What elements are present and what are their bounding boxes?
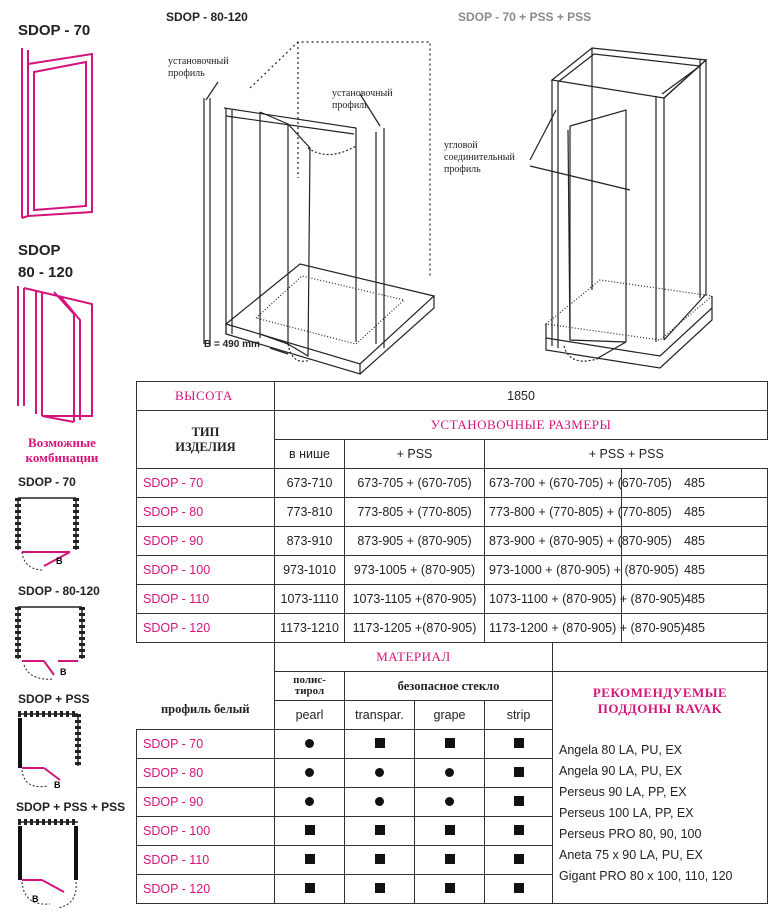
type-line2: ИЗДЕЛИЯ [175,439,236,454]
table-row [137,614,768,643]
corner-line1: угловой [444,140,478,151]
table-row [137,498,768,527]
col-pss: + PSS [345,440,485,469]
square-marker-icon [305,854,315,864]
trays-title [553,672,768,730]
row-pss: 773-805 + (770-805) [345,498,485,527]
trays-title-line1: РЕКОМЕНДУЕМЫЕ [592,684,728,700]
row-entry: 485 [622,527,768,556]
corner-line3: профиль [444,164,481,175]
table-row [137,527,768,556]
tray-item: Perseus PRO 80, 90, 100 [559,826,702,841]
row-pss2: 973-1000 + (870-905) + (870-905) [485,556,622,585]
row-niche: 773-810 [275,498,345,527]
trays-list [553,730,768,904]
mark-grape [415,730,485,759]
mark-pearl [275,846,345,875]
row-pss: 973-1005 + (870-905) [345,556,485,585]
plan1-title: SDOP - 70 [18,475,76,489]
row-niche: 673-710 [275,469,345,498]
material-row-code: SDOP - 110 [137,846,275,875]
row-pss2: 1073-1100 + (870-905) + (870-905) [485,585,622,614]
square-marker-icon [375,825,385,835]
sdop80-title-line1: SDOP [18,242,61,259]
mark-strip [485,875,553,904]
square-marker-icon [375,854,385,864]
square-marker-icon [445,825,455,835]
mark-pearl [275,759,345,788]
polystyrene-line2: тирол [294,685,325,697]
square-marker-icon [305,825,315,835]
plan3-title: SDOP + PSS [18,692,90,706]
row-code: SDOP - 70 [137,469,275,498]
sdop70-door-sketch [14,44,104,224]
row-pss2: 1173-1200 + (870-905) + (870-905) [485,614,622,643]
square-marker-icon [514,825,524,835]
type-line1: ТИП [191,424,220,439]
square-marker-icon [514,796,524,806]
plan1-b-label: B [56,556,63,566]
col-grape: grape [415,701,485,730]
table-row [137,556,768,585]
plan2-title: SDOP - 80-120 [18,584,100,598]
plan3-diagram [14,710,90,792]
row-pss2: 773-800 + (770-805) + (770-805) [485,498,622,527]
mark-grape [415,788,485,817]
diagram1-title: SDOP - 80-120 [166,10,248,24]
diagram1-shower-sketch [160,28,450,380]
mark-pearl [275,788,345,817]
circle-marker-icon [375,797,384,806]
mark-grape [415,759,485,788]
plan2-b-label: B [60,667,67,677]
combinations-line2: комбинации [25,450,99,465]
profile2-line2: профиль [332,100,369,111]
height-label: ВЫСОТА [137,382,275,411]
combinations-label [20,435,104,465]
plan3-b-label: B [54,780,61,790]
circle-marker-icon [305,768,314,777]
material-blank [553,643,768,672]
row-niche: 973-1010 [275,556,345,585]
mark-pearl [275,730,345,759]
plan1-diagram [14,494,84,576]
table-row [137,585,768,614]
row-entry: 485 [622,614,768,643]
row-entry: 485 [622,585,768,614]
profile1-line2: профиль [168,68,205,79]
mark-strip [485,759,553,788]
corner-line2: соединительный [444,152,515,163]
type-label [137,411,275,469]
mark-strip [485,788,553,817]
profile-white-cell [137,643,275,730]
row-niche: 873-910 [275,527,345,556]
mark-transpar [345,875,415,904]
install-sizes-header: УСТАНОВОЧНЫЕ РАЗМЕРЫ [275,411,768,440]
sdop70-title: SDOP - 70 [18,22,91,39]
mark-transpar [345,788,415,817]
mark-pearl [275,817,345,846]
spec-table [136,381,768,904]
trays-title-line2: ПОДДОНЫ RAVAK [597,700,723,716]
polystyrene-label [275,672,345,701]
mark-transpar [345,759,415,788]
row-pss2: 873-900 + (870-905) + (870-905) [485,527,622,556]
tray-item: Angela 80 LA, PU, EX [559,742,682,757]
mark-strip [485,846,553,875]
material-row [137,730,768,759]
plan2-diagram [14,603,94,685]
tray-item: Aneta 75 x 90 LA, PU, EX [559,847,703,862]
material-row-code: SDOP - 90 [137,788,275,817]
col-strip: strip [485,701,553,730]
mark-transpar [345,846,415,875]
mark-transpar [345,817,415,846]
mark-strip [485,817,553,846]
mark-pearl [275,875,345,904]
polystyrene-line1: полис- [293,674,326,686]
square-marker-icon [375,738,385,748]
row-niche: 1073-1110 [275,585,345,614]
material-row-code: SDOP - 80 [137,759,275,788]
plan4-diagram [14,818,90,918]
profile-white-label: профиль белый [160,701,250,716]
col-pearl: pearl [275,701,345,730]
square-marker-icon [514,854,524,864]
row-entry: 485 [622,556,768,585]
corner-profile-label [444,140,515,176]
tray-item: Perseus 100 LA, PP, EX [559,805,694,820]
row-pss: 1173-1205 +(870-905) [345,614,485,643]
col-pss-pss: + PSS + PSS [485,440,768,469]
plan4-b-label: B [32,894,39,904]
col-transpar: transpar. [345,701,415,730]
sdop80-title [18,240,73,284]
profile2-line1: установочный [332,88,393,99]
row-code: SDOP - 110 [137,585,275,614]
row-code: SDOP - 120 [137,614,275,643]
sdop80-title-line2: 80 - 120 [18,264,74,281]
mark-strip [485,730,553,759]
mark-transpar [345,730,415,759]
material-row-code: SDOP - 70 [137,730,275,759]
material-header: МАТЕРИАЛ [275,643,553,672]
plan4-title: SDOP + PSS + PSS [16,800,126,814]
circle-marker-icon [445,797,454,806]
square-marker-icon [445,854,455,864]
tray-item: Angela 90 LA, PU, EX [559,763,682,778]
profile1-line1: установочный [168,56,229,67]
square-marker-icon [514,883,524,893]
mark-grape [415,817,485,846]
row-pss: 673-705 + (670-705) [345,469,485,498]
circle-marker-icon [375,768,384,777]
row-entry: 485 [622,498,768,527]
col-niche: в нише [275,440,345,469]
square-marker-icon [514,767,524,777]
combinations-line1: Возможные [28,435,96,450]
mark-grape [415,875,485,904]
material-row-code: SDOP - 100 [137,817,275,846]
table-row [137,469,768,498]
row-code: SDOP - 90 [137,527,275,556]
square-marker-icon [305,883,315,893]
sdop80-door-sketch [14,282,110,428]
tray-item: Gigant PRO 80 x 100, 110, 120 [559,869,733,884]
tray-item: Perseus 90 LA, PP, EX [559,784,687,799]
diagram2-shower-sketch [530,40,730,368]
mark-grape [415,846,485,875]
material-row-code: SDOP - 120 [137,875,275,904]
circle-marker-icon [445,768,454,777]
square-marker-icon [445,738,455,748]
b-dimension-label: B = 490 mm [204,339,260,350]
safety-glass-label: безопасное стекло [345,672,553,701]
row-pss: 1073-1105 +(870-905) [345,585,485,614]
square-marker-icon [445,883,455,893]
row-pss: 873-905 + (870-905) [345,527,485,556]
row-pss2: 673-700 + (670-705) + (670-705) [485,469,622,498]
circle-marker-icon [305,797,314,806]
row-code: SDOP - 100 [137,556,275,585]
row-code: SDOP - 80 [137,498,275,527]
square-marker-icon [375,883,385,893]
diagram2-title: SDOP - 70 + PSS + PSS [458,10,592,24]
height-value: 1850 [275,382,768,411]
square-marker-icon [514,738,524,748]
row-entry: 485 [622,469,768,498]
row-niche: 1173-1210 [275,614,345,643]
circle-marker-icon [305,739,314,748]
